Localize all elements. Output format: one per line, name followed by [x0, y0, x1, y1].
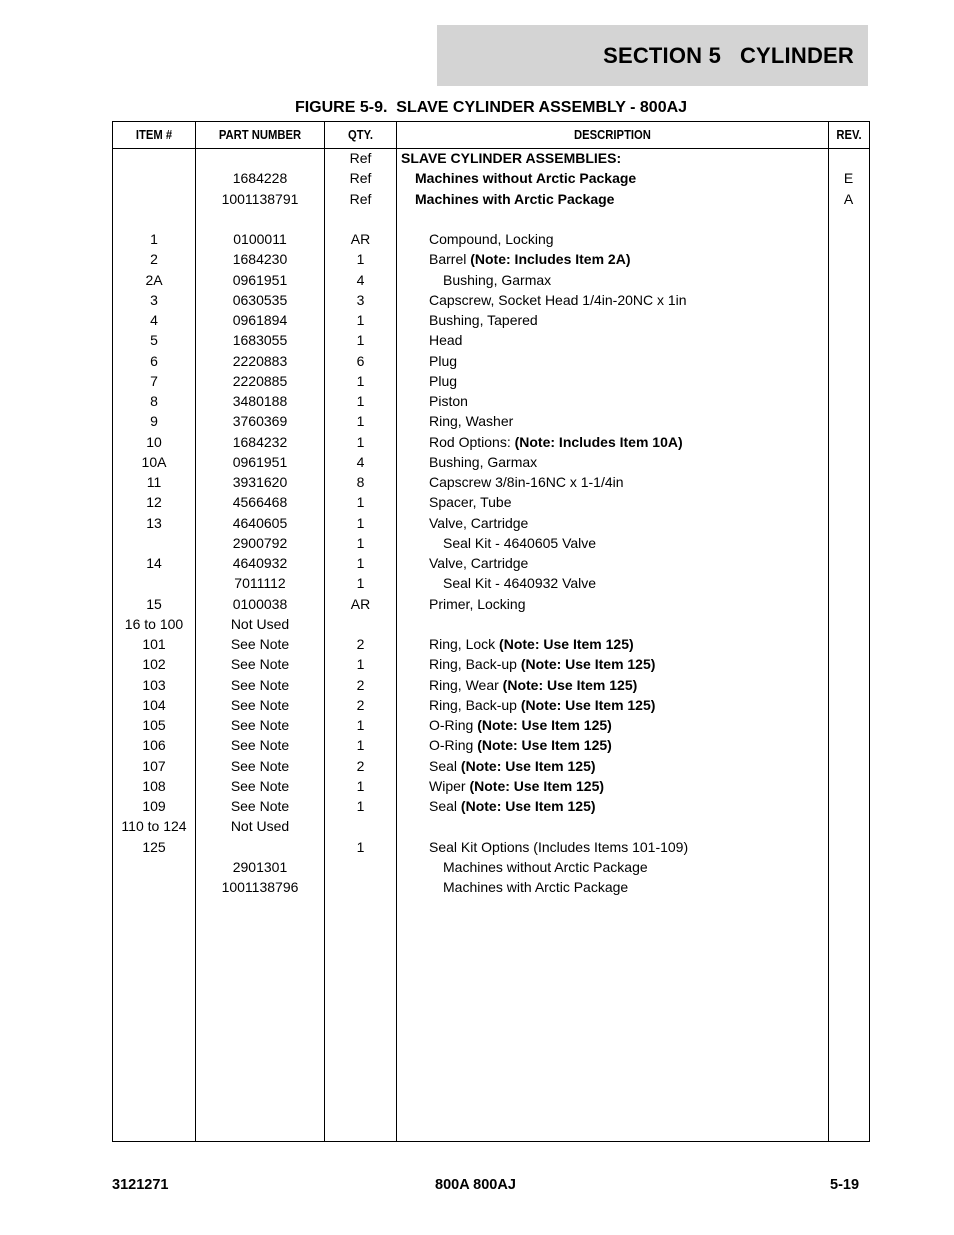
description-text: Machines without Arctic Package — [443, 858, 648, 875]
description-text: Spacer, Tube — [429, 494, 512, 511]
part-number: 0100038 — [232, 595, 288, 612]
description-text: Seal — [429, 757, 461, 774]
item-number: 109 — [142, 798, 166, 814]
table-row — [113, 433, 869, 453]
description-text: Compound, Locking — [429, 231, 554, 247]
description-text: Valve, Cartridge — [429, 555, 529, 571]
item-number: 4 — [150, 312, 158, 328]
description-text: Seal — [429, 798, 461, 814]
item-number: 5 — [150, 332, 158, 349]
description — [397, 716, 859, 734]
footer-doc-number: 3121271 — [112, 1177, 169, 1193]
item-number: 102 — [142, 656, 166, 673]
description — [397, 392, 859, 410]
quantity: 2 — [356, 676, 365, 693]
description — [397, 635, 859, 653]
part-number: 3931620 — [232, 474, 288, 490]
quantity: 3 — [356, 291, 365, 308]
quantity: 4 — [356, 271, 365, 288]
quantity: 1 — [356, 555, 365, 571]
part-number: See Note — [230, 636, 290, 652]
part-number: See Note — [230, 656, 290, 673]
quantity: 1 — [356, 737, 365, 754]
quantity: 1 — [356, 777, 365, 794]
quantity: 1 — [356, 251, 365, 268]
table-row — [113, 777, 869, 797]
description — [397, 149, 831, 167]
description-text: SLAVE CYLINDER ASSEMBLIES: — [401, 150, 622, 166]
table-row — [113, 190, 869, 210]
table-row — [113, 271, 869, 291]
item-number: 103 — [142, 676, 166, 693]
quantity: Ref — [349, 170, 372, 187]
table-row — [113, 757, 869, 777]
item-number: 10 — [146, 433, 162, 450]
quantity: 8 — [356, 474, 365, 490]
column-header-item: ITEM # — [135, 128, 173, 142]
item-number: 15 — [146, 595, 162, 612]
quantity: 1 — [356, 413, 365, 430]
description-text: Head — [429, 332, 463, 349]
description — [397, 453, 859, 471]
part-number: 3480188 — [232, 393, 288, 409]
part-number: Not Used — [230, 615, 290, 632]
part-number: 2901301 — [232, 858, 288, 875]
description-note: (Note: Use Item 125) — [502, 676, 638, 693]
table-row — [113, 595, 869, 615]
footer-model: 800A 800AJ — [435, 1177, 516, 1193]
description-text: Primer, Locking — [429, 595, 526, 612]
table-row — [113, 716, 869, 736]
table-row — [113, 554, 869, 574]
quantity: 1 — [356, 575, 365, 592]
description-text: Plug — [429, 352, 458, 369]
description-note: (Note: Use Item 125) — [477, 717, 612, 733]
description — [397, 554, 859, 572]
description-text: Seal Kit - 4640932 Valve — [443, 575, 597, 592]
description-note: (Note: Includes Item 10A) — [514, 433, 683, 450]
description — [397, 352, 859, 370]
part-number: 1001138796 — [221, 879, 299, 895]
section-title: SECTION 5 CYLINDER — [437, 25, 868, 86]
item-number: 107 — [142, 757, 166, 774]
quantity: Ref — [349, 190, 372, 207]
description — [397, 311, 859, 329]
quantity: Ref — [349, 150, 372, 166]
description — [397, 534, 873, 552]
description — [397, 757, 859, 775]
revision: A — [843, 190, 854, 207]
description — [397, 271, 873, 289]
part-number: 2220883 — [232, 352, 288, 369]
description — [397, 473, 859, 491]
description-text: Machines with Arctic Package — [415, 190, 615, 207]
table-row — [113, 230, 869, 250]
item-number: 10A — [141, 453, 167, 470]
part-number: 2220885 — [232, 372, 288, 389]
quantity: 1 — [356, 798, 365, 814]
description — [397, 169, 845, 187]
quantity: 1 — [356, 514, 365, 531]
quantity: 1 — [356, 717, 365, 733]
table-row — [113, 372, 869, 392]
table-row — [113, 169, 869, 189]
part-number: 0100011 — [233, 231, 287, 247]
description-text: Seal Kit - 4640605 Valve — [443, 534, 597, 551]
part-number: 0961951 — [232, 271, 288, 288]
part-number: See Note — [230, 798, 290, 814]
table-row — [113, 655, 869, 675]
item-number: 2 — [150, 251, 158, 268]
description-text: Ring, Wear — [429, 676, 503, 693]
table-row — [113, 412, 869, 432]
table-row — [113, 838, 869, 858]
description-text: Ring, Back-up — [429, 696, 521, 713]
description — [397, 412, 859, 430]
table-row — [113, 210, 869, 230]
part-number: 4640605 — [232, 514, 288, 531]
part-number: 1684230 — [232, 251, 288, 268]
description — [397, 433, 859, 451]
part-number: 7011112 — [234, 575, 286, 592]
description-text: Bushing, Garmax — [443, 271, 552, 288]
item-number: 6 — [150, 352, 158, 369]
description-text: O-Ring — [429, 717, 478, 733]
description-text: Valve, Cartridge — [429, 514, 529, 531]
description-note: (Note: Use Item 125) — [520, 656, 656, 673]
footer-page-number: 5-19 — [830, 1177, 860, 1193]
table-row — [113, 858, 869, 878]
part-number: Not Used — [230, 818, 290, 835]
description — [397, 190, 845, 208]
part-number: 0961894 — [232, 312, 288, 328]
table-row — [113, 352, 869, 372]
quantity: 1 — [356, 372, 365, 389]
description-note: (Note: Includes Item 2A) — [470, 251, 631, 268]
part-number: See Note — [230, 676, 290, 693]
column-header-description: DESCRIPTION — [574, 128, 651, 142]
quantity: 1 — [356, 656, 365, 673]
quantity: AR — [350, 231, 371, 247]
description-note: (Note: Use Item 125) — [460, 798, 596, 814]
part-number: See Note — [230, 777, 290, 794]
table-row — [113, 797, 869, 817]
column-header-rev: REV. — [836, 128, 862, 142]
description — [397, 858, 873, 876]
description-note: (Note: Use Item 125) — [499, 636, 634, 652]
description — [397, 838, 859, 856]
table-row — [113, 676, 869, 696]
part-number: 1684232 — [232, 433, 288, 450]
description — [397, 736, 859, 754]
item-number: 11 — [146, 474, 162, 490]
description-text: Ring, Washer — [429, 413, 514, 430]
description — [397, 230, 859, 248]
item-number: 108 — [142, 777, 166, 794]
description — [397, 514, 859, 532]
description-text: Wiper — [429, 777, 470, 794]
quantity: AR — [350, 595, 371, 612]
quantity: 2 — [356, 757, 365, 774]
description — [397, 797, 859, 815]
revision: E — [843, 170, 854, 187]
table-row — [113, 878, 869, 898]
table-row — [113, 453, 869, 473]
description-note: (Note: Use Item 125) — [477, 737, 612, 754]
table-row — [113, 736, 869, 756]
item-number: 7 — [150, 372, 158, 389]
part-number: 4566468 — [232, 494, 288, 511]
item-number: 106 — [142, 737, 166, 754]
description — [397, 676, 859, 694]
quantity: 1 — [356, 534, 365, 551]
quantity: 2 — [356, 696, 365, 713]
part-number: 2900792 — [232, 534, 288, 551]
item-number: 110 to 124 — [121, 818, 187, 835]
part-number: 3760369 — [232, 413, 288, 430]
item-number: 9 — [150, 413, 158, 430]
description-text: Barrel — [429, 251, 471, 268]
description-note: (Note: Use Item 125) — [469, 777, 605, 794]
item-number: 2A — [145, 271, 163, 288]
description-text: Bushing, Garmax — [429, 453, 538, 470]
table-row — [113, 149, 869, 169]
description — [397, 595, 859, 613]
description — [397, 493, 859, 511]
table-row — [113, 473, 869, 493]
description — [397, 574, 873, 592]
quantity: 1 — [356, 494, 365, 511]
description-text: Rod Options: — [429, 433, 515, 450]
description-text: Ring, Back-up — [429, 656, 521, 673]
description-text: Machines with Arctic Package — [443, 879, 629, 895]
table-row — [113, 493, 869, 513]
description-text: Seal Kit Options (Includes Items 101-109) — [429, 838, 689, 855]
description-text: Machines without Arctic Package — [415, 170, 637, 187]
item-number: 104 — [142, 696, 166, 713]
table-row — [113, 250, 869, 270]
quantity: 1 — [356, 332, 365, 349]
column-header-qty: QTY. — [347, 128, 374, 142]
description — [397, 777, 859, 795]
item-number: 101 — [142, 636, 166, 652]
item-number: 16 to 100 — [124, 615, 184, 632]
table-row — [113, 817, 869, 837]
part-number: See Note — [230, 696, 290, 713]
description — [397, 655, 859, 673]
description — [397, 696, 859, 714]
part-number: See Note — [230, 757, 290, 774]
parts-table — [112, 121, 870, 1142]
item-number: 1 — [150, 231, 158, 247]
table-row — [113, 615, 869, 635]
part-number: 4640932 — [232, 555, 288, 571]
description — [397, 250, 859, 268]
item-number: 8 — [150, 393, 158, 409]
quantity: 1 — [356, 433, 365, 450]
table-row — [113, 331, 869, 351]
description — [397, 372, 859, 390]
item-number: 14 — [146, 555, 162, 571]
part-number: See Note — [230, 717, 290, 733]
quantity: 1 — [356, 838, 365, 855]
quantity: 1 — [356, 312, 365, 328]
description-text: Bushing, Tapered — [429, 312, 538, 328]
description-text: Ring, Lock — [429, 636, 500, 652]
description-text: Plug — [429, 372, 458, 389]
table-row — [113, 635, 869, 655]
part-number: 0630535 — [232, 291, 288, 308]
item-number: 105 — [142, 717, 166, 733]
part-number: 1683055 — [232, 332, 288, 349]
item-number: 13 — [146, 514, 162, 531]
part-number: 0961951 — [232, 453, 288, 470]
table-row — [113, 291, 869, 311]
part-number: See Note — [230, 737, 290, 754]
table-row — [113, 392, 869, 412]
description-text: Capscrew 3/8in-16NC x 1-1/4in — [429, 474, 624, 490]
description — [397, 291, 859, 309]
figure-title: FIGURE 5-9. SLAVE CYLINDER ASSEMBLY - 800AJ — [294, 99, 688, 116]
item-number: 12 — [146, 494, 162, 511]
item-number: 3 — [150, 291, 158, 308]
description-text: Piston — [429, 393, 468, 409]
item-number: 125 — [142, 838, 166, 855]
description — [397, 878, 873, 896]
description — [397, 331, 859, 349]
table-row — [113, 574, 869, 594]
part-number: 1001138791 — [221, 190, 299, 207]
table-row — [113, 534, 869, 554]
quantity: 2 — [356, 636, 365, 652]
table-row — [113, 311, 869, 331]
description-note: (Note: Use Item 125) — [520, 696, 656, 713]
quantity: 1 — [356, 393, 365, 409]
quantity: 6 — [356, 352, 365, 369]
description-text: O-Ring — [429, 737, 478, 754]
table-row — [113, 514, 869, 534]
description-note: (Note: Use Item 125) — [460, 757, 596, 774]
quantity: 4 — [356, 453, 365, 470]
description-text: Capscrew, Socket Head 1/4in-20NC x 1in — [429, 291, 687, 308]
table-row — [113, 696, 869, 716]
column-header-part-number: PART NUMBER — [218, 128, 302, 142]
part-number: 1684228 — [232, 170, 288, 187]
